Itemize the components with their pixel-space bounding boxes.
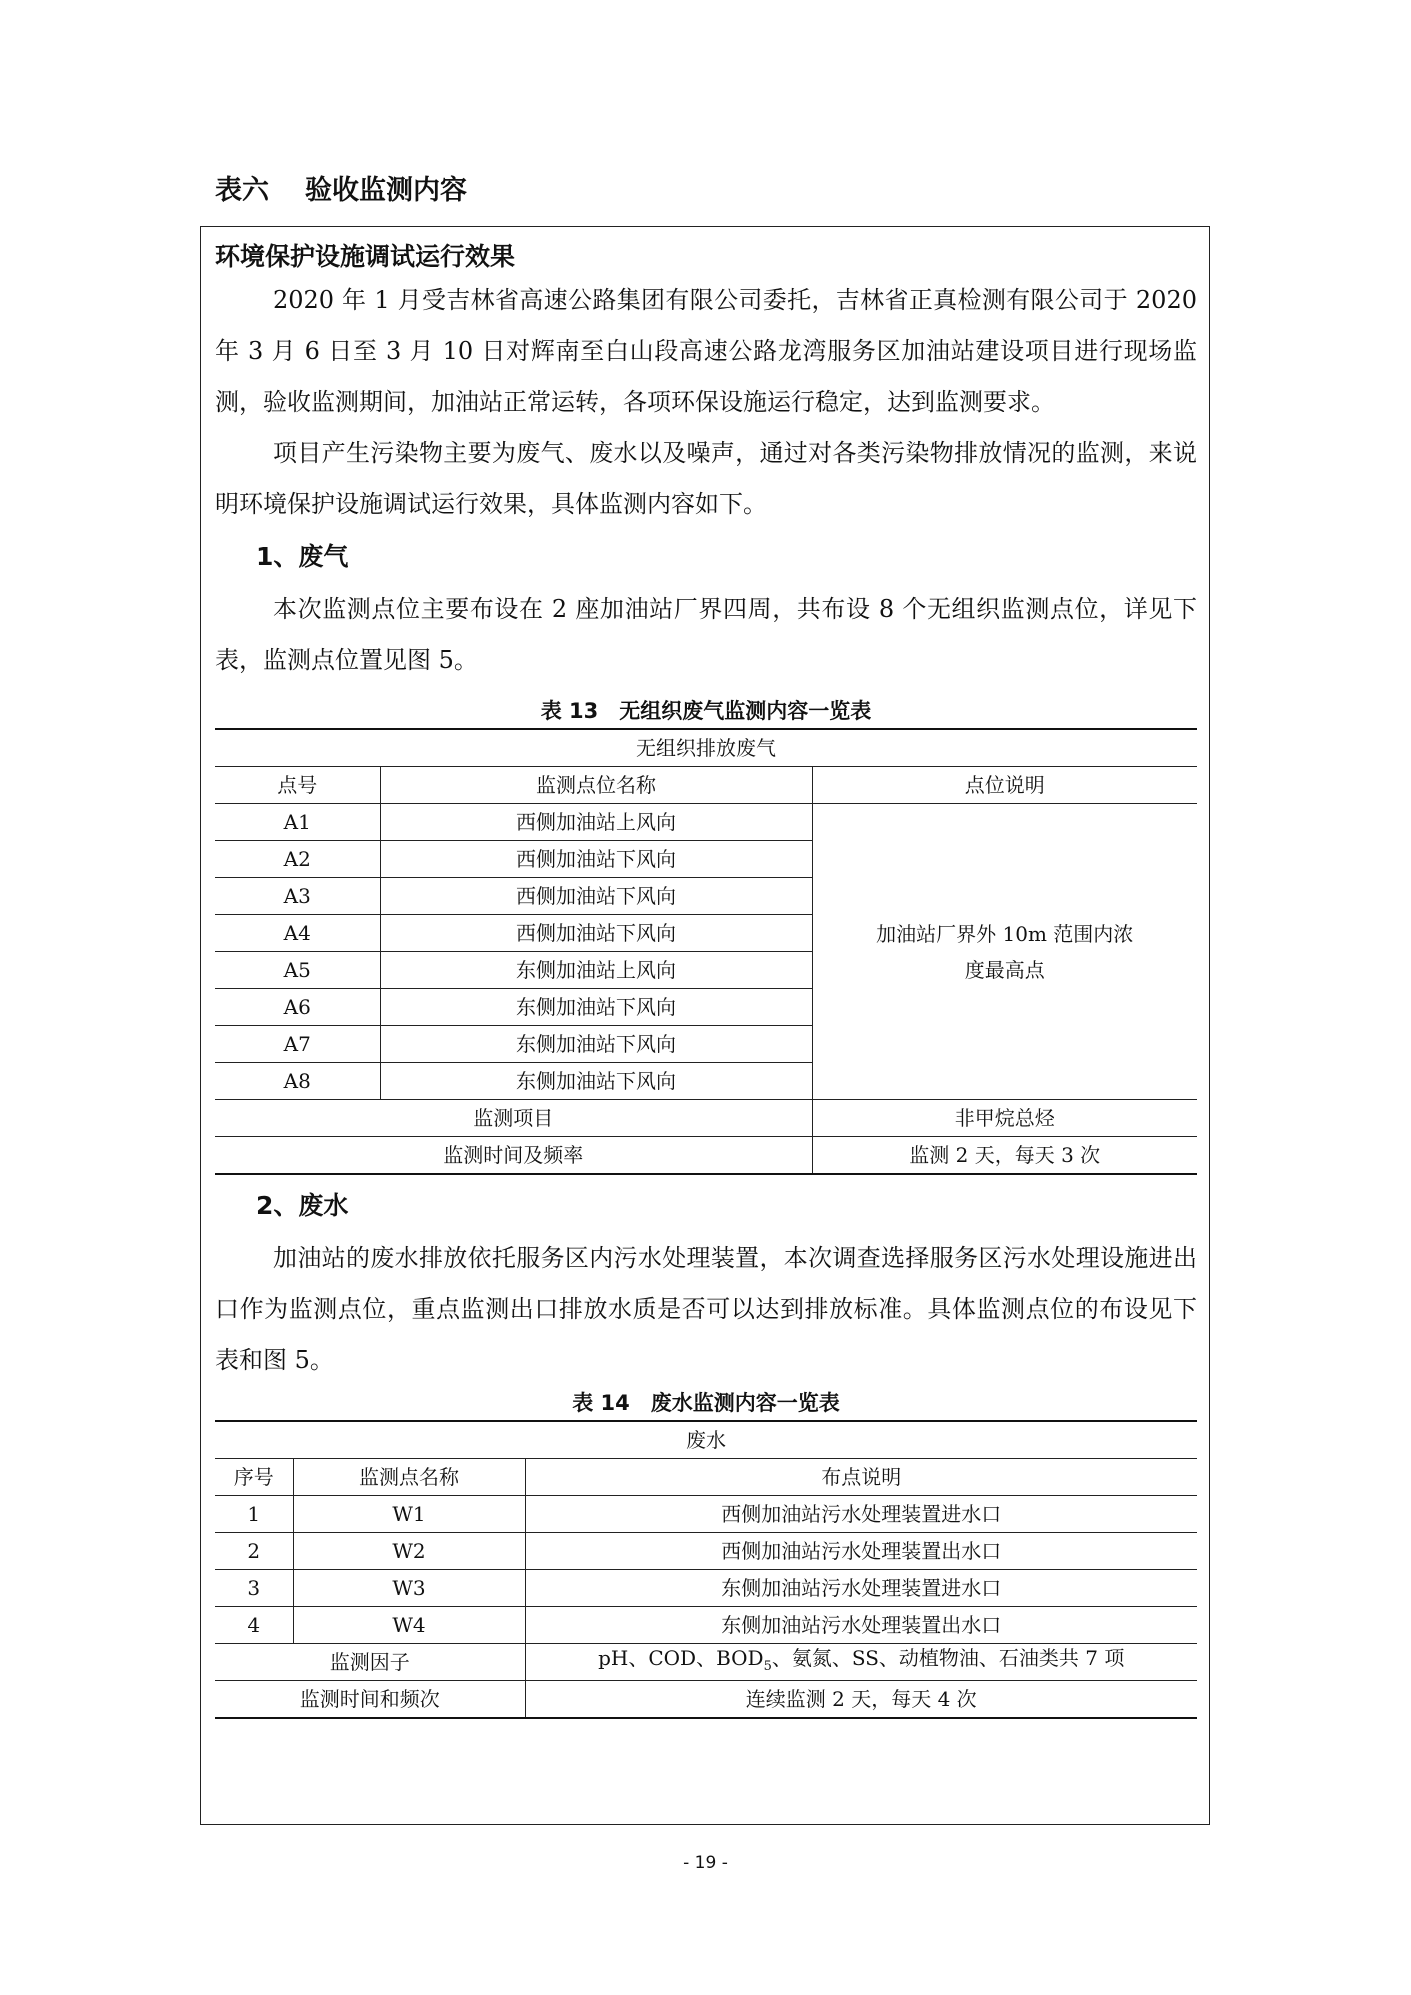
waste-gas-paragraph: 本次监测点位主要布设在 2 座加油站厂界四周，共布设 8 个无组织监测点位，详见下表，监测点位置见图 5。 (215, 595, 1197, 674)
table-row (215, 729, 1197, 767)
col-header-point-note: 点位说明 (812, 767, 1197, 804)
cell-point-name: 西侧加油站下风向 (380, 915, 812, 952)
cell-point-id: A2 (215, 841, 380, 878)
cell-point-desc: 东侧加油站污水处理装置进水口 (525, 1570, 1197, 1607)
col-header-point-desc: 布点说明 (525, 1459, 1197, 1496)
point-note-text: 加油站厂界外 10m 范围内浓度最高点 (876, 921, 1134, 982)
page-number: - 19 - (683, 1853, 728, 1873)
cell-point-id: A1 (215, 804, 380, 841)
table-group-header: 无组织排放废气 (215, 729, 1197, 767)
cell-point-name: 西侧加油站上风向 (380, 804, 812, 841)
content-frame (200, 226, 1210, 1825)
cell-point-note (812, 804, 1197, 1100)
cell-point-id: A8 (215, 1063, 380, 1100)
cell-point-id: A7 (215, 1026, 380, 1063)
cell-factor-label: 监测因子 (215, 1644, 525, 1681)
cell-point-id: A4 (215, 915, 380, 952)
cell-seq: 2 (215, 1533, 293, 1570)
table-row (215, 1644, 1197, 1681)
factor-value-pre: pH、COD、BOD (598, 1645, 764, 1670)
table-header-row (215, 767, 1197, 804)
cell-point-name: 东侧加油站下风向 (380, 1026, 812, 1063)
cell-point-desc: 东侧加油站污水处理装置出水口 (525, 1607, 1197, 1644)
cell-point-name: 东侧加油站下风向 (380, 1063, 812, 1100)
intro-paragraph-1: 2020 年 1 月受吉林省高速公路集团有限公司委托，吉林省正真检测有限公司于 2020 年 3 月 6 日至 3 月 10 日对辉南至白山段高速公路龙湾服务区加油站建设项目进行现场监测，验收监测期间，加油站正常运转，各项环保设施运行稳定，达到监测要求。 (215, 286, 1197, 416)
cell-freq-label: 监测时间及频率 (215, 1137, 812, 1175)
waste-water-title: 2、废水 (256, 1191, 349, 1220)
cell-freq-value: 连续监测 2 天，每天 4 次 (525, 1681, 1197, 1719)
table-14-caption: 表 14 废水监测内容一览表 (572, 1391, 840, 1415)
table-row (215, 804, 1197, 841)
table-row (215, 1681, 1197, 1719)
factor-value-post: 、氨氮、SS、动植物油、石油类共 7 项 (771, 1645, 1125, 1670)
table-row (215, 1533, 1197, 1570)
cell-point-id: A5 (215, 952, 380, 989)
cell-point-name: W2 (293, 1533, 525, 1570)
col-header-seq: 序号 (215, 1459, 293, 1496)
table-row (215, 1570, 1197, 1607)
waste-water-paragraph: 加油站的废水排放依托服务区内污水处理装置，本次调查选择服务区污水处理设施进出口作为监测点位，重点监测出口排放水质是否可以达到排放标准。具体监测点位的布设见下表和图 5。 (215, 1244, 1197, 1374)
col-header-point-name: 监测点位名称 (380, 767, 812, 804)
table-row (215, 1496, 1197, 1533)
col-header-point-name: 监测点名称 (293, 1459, 525, 1496)
section-title: 环境保护设施调试运行效果 (215, 242, 516, 271)
table-group-header: 废水 (215, 1421, 1197, 1459)
cell-point-name: W3 (293, 1570, 525, 1607)
col-header-point-id: 点号 (215, 767, 380, 804)
table-row (215, 1421, 1197, 1459)
page-heading (215, 168, 467, 207)
table-header-row (215, 1459, 1197, 1496)
heading-label: 表六 (215, 175, 269, 206)
table-row (215, 1607, 1197, 1644)
cell-seq: 3 (215, 1570, 293, 1607)
factor-value-sub: 5 (763, 1658, 772, 1674)
cell-freq-label: 监测时间和频次 (215, 1681, 525, 1719)
cell-point-desc: 西侧加油站污水处理装置进水口 (525, 1496, 1197, 1533)
intro-paragraph-2: 项目产生污染物主要为废气、废水以及噪声，通过对各类污染物排放情况的监测，来说明环境保护设施调试运行效果，具体监测内容如下。 (215, 439, 1197, 518)
cell-item-label: 监测项目 (215, 1100, 812, 1137)
cell-point-name: W4 (293, 1607, 525, 1644)
waste-gas-table (215, 728, 1197, 1175)
cell-point-name: 西侧加油站下风向 (380, 841, 812, 878)
cell-item-value: 非甲烷总烃 (812, 1100, 1197, 1137)
waste-water-table (215, 1420, 1197, 1719)
table-row (215, 1137, 1197, 1175)
cell-point-name: 东侧加油站上风向 (380, 952, 812, 989)
cell-point-desc: 西侧加油站污水处理装置出水口 (525, 1533, 1197, 1570)
cell-seq: 4 (215, 1607, 293, 1644)
heading-title: 验收监测内容 (305, 175, 467, 206)
cell-seq: 1 (215, 1496, 293, 1533)
cell-point-id: A6 (215, 989, 380, 1026)
cell-freq-value: 监测 2 天，每天 3 次 (812, 1137, 1197, 1175)
table-13-caption: 表 13 无组织废气监测内容一览表 (540, 699, 872, 723)
cell-point-name: W1 (293, 1496, 525, 1533)
cell-point-name: 西侧加油站下风向 (380, 878, 812, 915)
cell-point-id: A3 (215, 878, 380, 915)
cell-factor-value (525, 1644, 1197, 1681)
table-row (215, 1100, 1197, 1137)
cell-point-name: 东侧加油站下风向 (380, 989, 812, 1026)
waste-gas-title: 1、废气 (256, 542, 349, 571)
